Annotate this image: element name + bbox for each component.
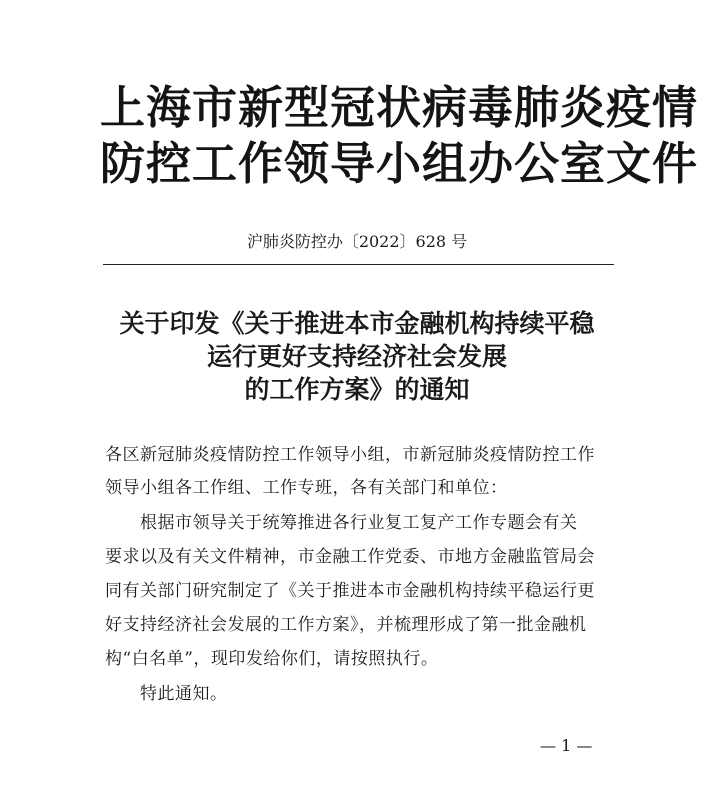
header-divider	[103, 264, 614, 265]
document-header-title-line-1: 上海市新型冠状病毒肺炎疫情	[100, 81, 699, 134]
paragraph-line-2: 要求以及有关文件精神，市金融工作党委、市地方金融监管局会	[105, 547, 595, 567]
paragraph-line-5: 构“白名单”，现印发给你们，请按照执行。	[105, 649, 439, 669]
paragraph-line-4: 好支持经济社会发展的工作方案》，并梳理形成了第一批金融机	[105, 615, 587, 635]
document-number: 沪肺炎防控办〔2022〕628 号	[246, 232, 468, 251]
paragraph-line-3: 同有关部门研究制定了《关于推进本市金融机构持续平稳运行更	[105, 581, 595, 601]
addressee-line-1: 各区新冠肺炎疫情防控工作领导小组，市新冠肺炎疫情防控工作	[105, 445, 595, 465]
notice-title-line-3: 的工作方案》的通知	[244, 375, 470, 404]
page-number: — 1 —	[540, 736, 593, 755]
document-header-title-line-2: 防控工作领导小组办公室文件	[100, 137, 699, 190]
addressee-line-2: 领导小组各工作组、工作专班，各有关部门和单位：	[105, 478, 508, 498]
closing-line: 特此通知。	[140, 684, 228, 704]
notice-title-line-1: 关于印发《关于推进本市金融机构持续平稳	[119, 309, 595, 338]
notice-title-line-2: 运行更好支持经济社会发展	[206, 342, 507, 371]
paragraph-line-1: 根据市领导关于统筹推进各行业复工复产工作专题会有关	[140, 513, 578, 533]
